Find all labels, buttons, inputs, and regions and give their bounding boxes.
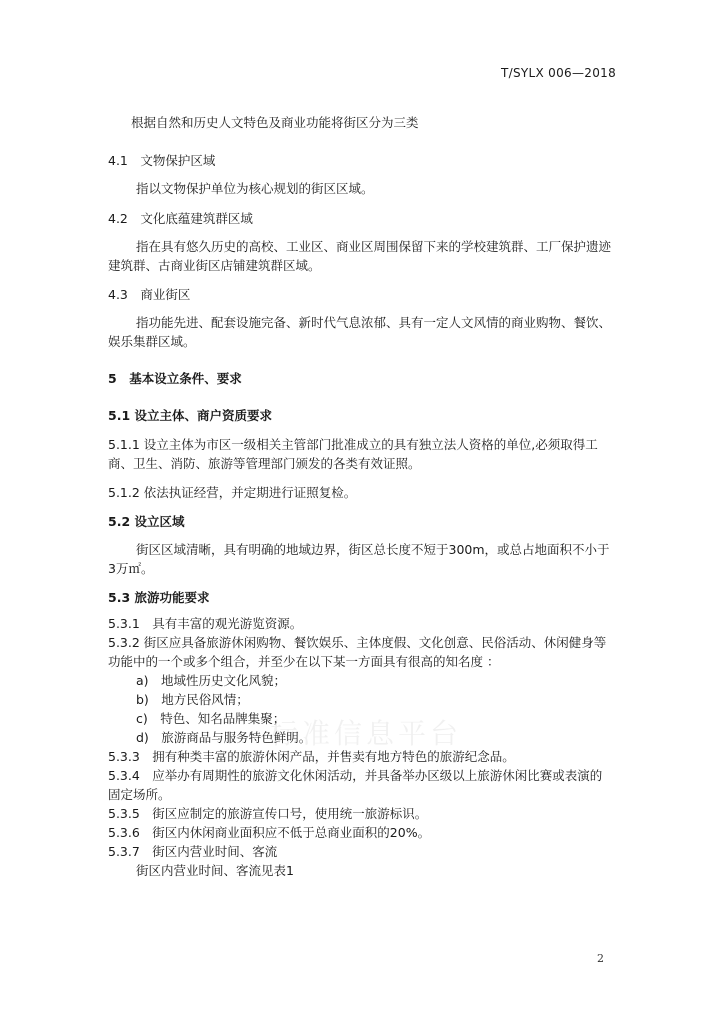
list-item-b: b) 地方民俗风情； [136,692,249,707]
clause-5-3-7: 5.3.7 街区内营业时间、客流 [108,844,278,859]
section-5-heading: 5 基本设立条件、要求 [108,371,242,386]
section-5-1-heading: 5.1 设立主体、商户资质要求 [108,408,272,423]
clause-5-1-1-line1: 5.1.1 设立主体为市区一级相关主管部门批准成立的具有独立法人资格的单位,必须取得工 [108,437,598,452]
section-4-1-text: 指以文物保护单位为核心规划的街区区域。 [136,181,374,196]
list-item-a: a) 地域性历史文化风貌； [136,673,287,688]
clause-5-1-1-line2: 商、卫生、消防、旅游等管理部门颁发的各类有效证照。 [108,456,421,471]
section-4-2-text-line2: 建筑群、古商业街区店铺建筑群区域。 [108,258,321,273]
section-4-2-heading: 4.2 文化底蕴建筑群区域 [108,211,253,226]
clause-5-1-2: 5.1.2 依法执证经营，并定期进行证照复检。 [108,485,357,500]
section-5-2-text-line2: 3万㎡。 [108,561,154,576]
section-5-2-heading: 5.2 设立区域 [108,514,185,529]
document-code: T/SYLX 006—2018 [501,66,616,80]
clause-5-3-4-line2: 固定场所。 [108,787,171,802]
section-4-3-heading: 4.3 商业街区 [108,287,191,302]
clause-5-3-4-line1: 5.3.4 应举办有周期性的旅游文化休闲活动，并具备举办区级以上旅游休闲比赛或表演的 [108,768,603,783]
page-number: 2 [597,952,604,965]
clause-5-3-2-line2: 功能中的一个或多个组合，并至少在以下某一方面具有很高的知名度 ： [108,654,500,669]
section-4-1-heading: 4.1 文物保护区域 [108,153,216,168]
section-4-3-text-line1: 指功能先进、配套设施完备、新时代气息浓郁、具有一定人文风情的商业购物、餐饮、 [136,315,612,330]
clause-5-3-1: 5.3.1 具有丰富的观光游览资源。 [108,616,303,631]
watermark: 标准信息平台 [270,717,463,750]
section-5-2-text-line1: 街区区域清晰，具有明确的地域边界，街区总长度不短于300m，或总占地面积不小于 [136,542,610,557]
section-5-3-heading: 5.3 旅游功能要求 [108,590,210,605]
clause-5-3-3: 5.3.3 拥有种类丰富的旅游休闲产品，并售卖有地方特色的旅游纪念品。 [108,749,515,764]
section-4-2-text-line1: 指在具有悠久历史的高校、工业区、商业区周围保留下来的学校建筑群、工厂保护遗迹 [136,239,612,254]
clause-5-3-5: 5.3.5 街区应制定的旅游宣传口号，使用统一旅游标识。 [108,806,428,821]
clause-5-3-7-text: 街区内营业时间、客流见表1 [136,863,294,878]
section-4-3-text-line2: 娱乐集群区域。 [108,334,196,349]
list-item-d: d) 旅游商品与服务特色鲜明。 [136,730,312,745]
list-item-c: c) 特色、知名品牌集聚； [136,711,286,726]
clause-5-3-6: 5.3.6 街区内休闲商业面积应不低于总商业面积的20%。 [108,825,431,840]
clause-5-3-2-line1: 5.3.2 街区应具备旅游休闲购物、餐饮娱乐、主体度假、文化创意、民俗活动、休闲健身等 [108,635,607,650]
intro-paragraph: 根据自然和历史人文特色及商业功能将街区分为三类 [131,115,419,130]
